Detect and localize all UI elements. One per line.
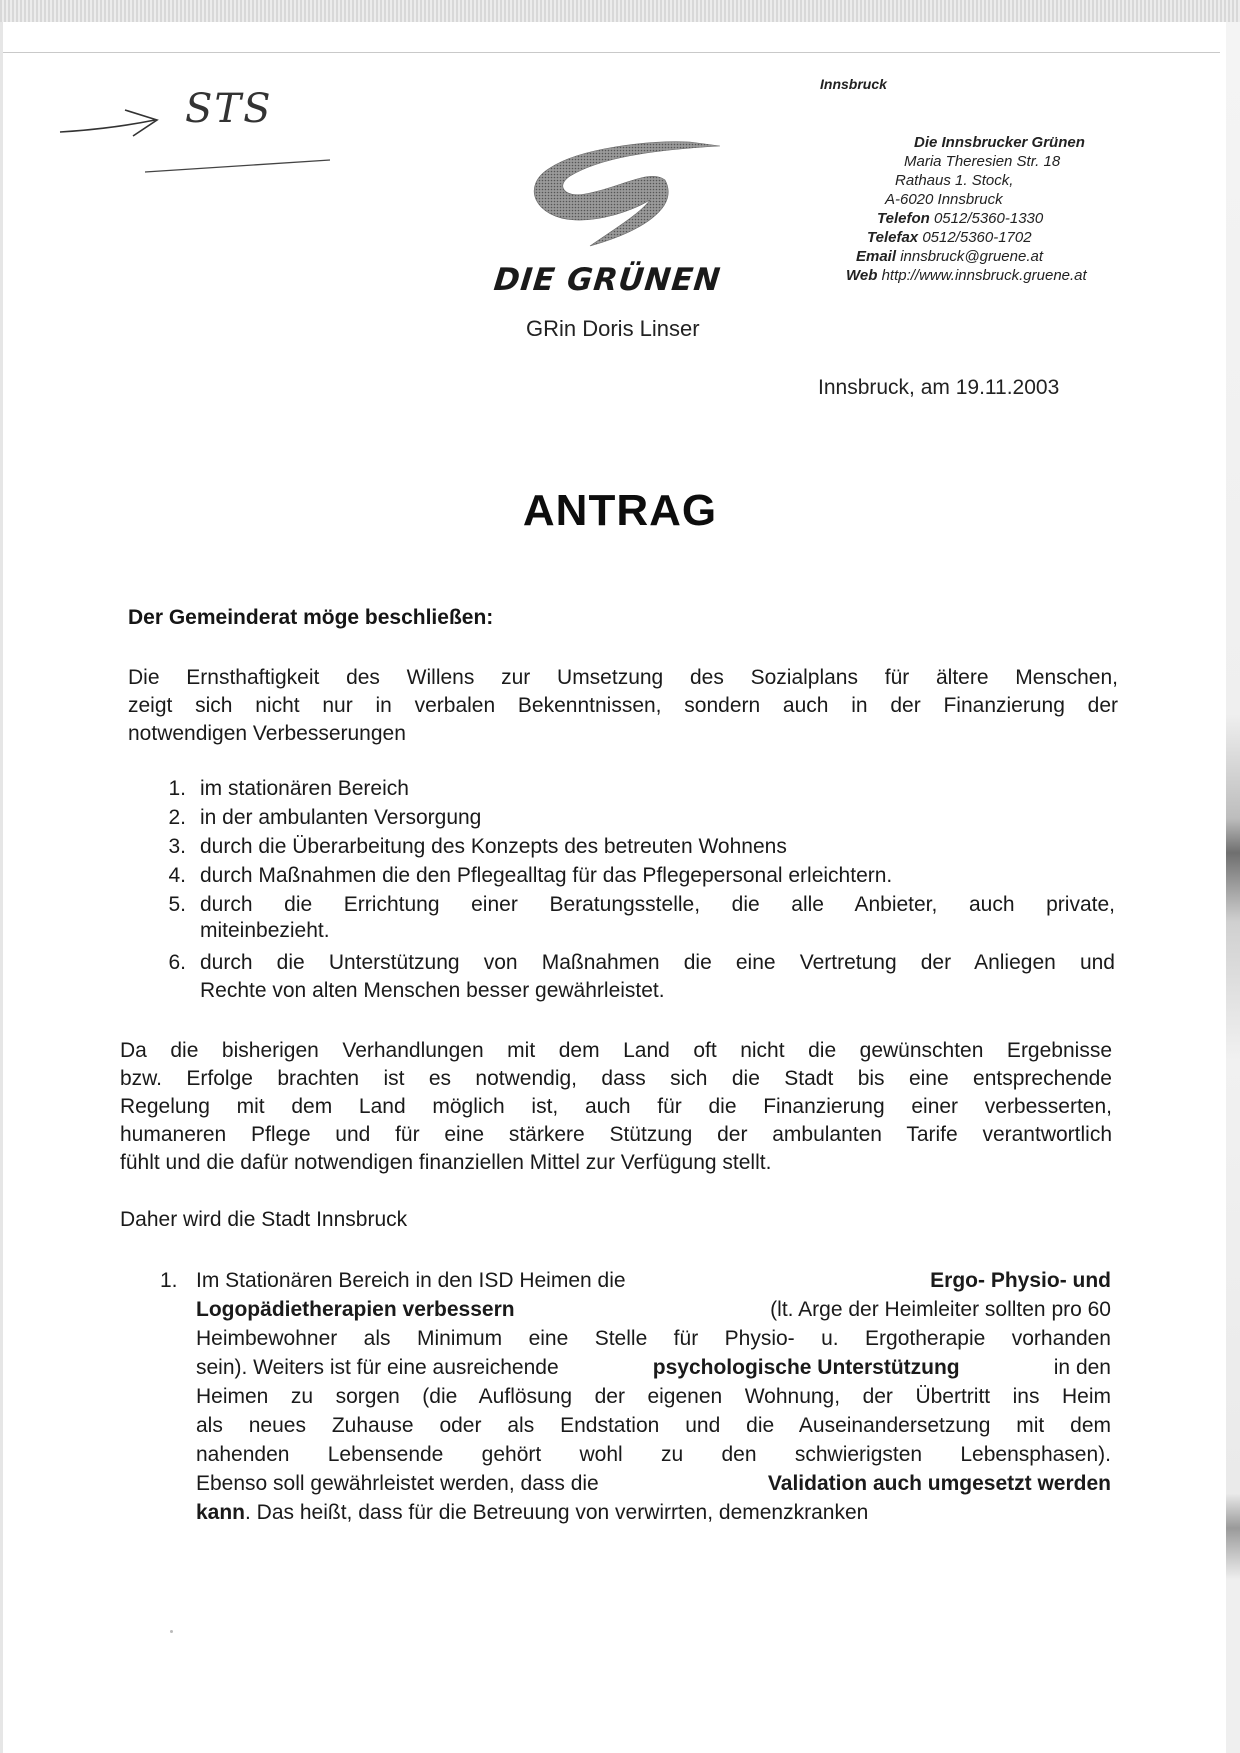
- scan-edge-top: [0, 0, 1240, 22]
- daher-line: Daher wird die Stadt Innsbruck: [120, 1208, 408, 1231]
- intro-paragraph: Die Ernsthaftigkeit des Willens zur Umsetzung des Sozialplans für ältere Menschen, zeigt sich nicht nur in verbalen Bekenntnissen, sondern auch in der Finanzierung der notwendigen Verbesserungen: [128, 666, 1118, 745]
- item1-line: sein). Weiters ist für eine ausreichende psychologische Unterstützung in den: [196, 1356, 1111, 1379]
- address-floor: Rathaus 1. Stock,: [895, 172, 1014, 189]
- item1-body: [196, 1266, 1111, 1527]
- document-title: ANTRAG: [522, 486, 718, 535]
- logo-wordmark: DIE GRÜNEN: [492, 262, 723, 298]
- item1-line: kann. Das heißt, dass für die Betreuung von verwirrten, demenzkranken: [196, 1501, 869, 1524]
- scan-edge-left: [0, 22, 3, 1753]
- resolution-heading: Der Gemeinderat möge beschließen:: [128, 606, 494, 629]
- address-street: Maria Theresien Str. 18: [904, 153, 1061, 170]
- councillor-name: GRin Doris Linser: [526, 316, 700, 341]
- address-email: Email innsbruck@gruene.at: [856, 248, 1044, 265]
- address-zip-city: A-6020 Innsbruck: [885, 191, 1003, 208]
- date-line: Innsbruck, am 19.11.2003: [818, 376, 1060, 399]
- scan-line: [0, 52, 1220, 53]
- address-org: Die Innsbrucker Grünen: [914, 134, 1085, 151]
- item1-line: als neues Zuhause oder als Endstation und die Auseinandersetzung mit dem: [196, 1414, 1111, 1437]
- address-web: Web http://www.innsbruck.gruene.at: [846, 267, 1087, 284]
- letterhead-city: Innsbruck: [820, 76, 887, 92]
- scan-edge-right: [1226, 22, 1240, 1753]
- item1-line: Heimbewohner als Minimum eine Stelle für Physio- u. Ergotherapie vorhanden: [196, 1327, 1111, 1350]
- item1-line: Ebenso soll gewährleistet werden, dass die Validation auch umgesetzt werden: [196, 1472, 1111, 1495]
- handwritten-initials: STS: [185, 86, 273, 132]
- item1-line: Logopädietherapien verbessern (lt. Arge der Heimleiter sollten pro 60: [196, 1298, 1111, 1321]
- negotiation-paragraph: Da die bisherigen Verhandlungen mit dem Land oft nicht die gewünschten Ergebnisse bzw. Erfolge brachten ist es notwendig, dass sich die Stadt bis eine entsprechende Regelung mit dem Land möglich ist, auch für die Finanzierung einer verbesserten, humaneren Pflege und für eine stärkere Stützung der ambulanten Tarife verantwortlich fühlt und die dafür notwendigen finanziellen Mittel zur Verfügung stellt.: [120, 1039, 1112, 1174]
- scan-speck: [170, 1630, 173, 1633]
- item1-line: Im Stationären Bereich in den ISD Heimen die Ergo- Physio- und: [196, 1269, 1111, 1292]
- handwritten-note: [55, 80, 335, 175]
- item1-line: Heimen zu sorgen (die Auflösung der eigenen Wohnung, der Übertritt ins Heim: [196, 1385, 1111, 1408]
- item1-line: nahenden Lebensende gehört wohl zu den schwierigsten Lebensphasen).: [196, 1443, 1111, 1466]
- address-phone: Telefon 0512/5360-1330: [877, 210, 1044, 227]
- address-fax: Telefax 0512/5360-1702: [867, 229, 1032, 246]
